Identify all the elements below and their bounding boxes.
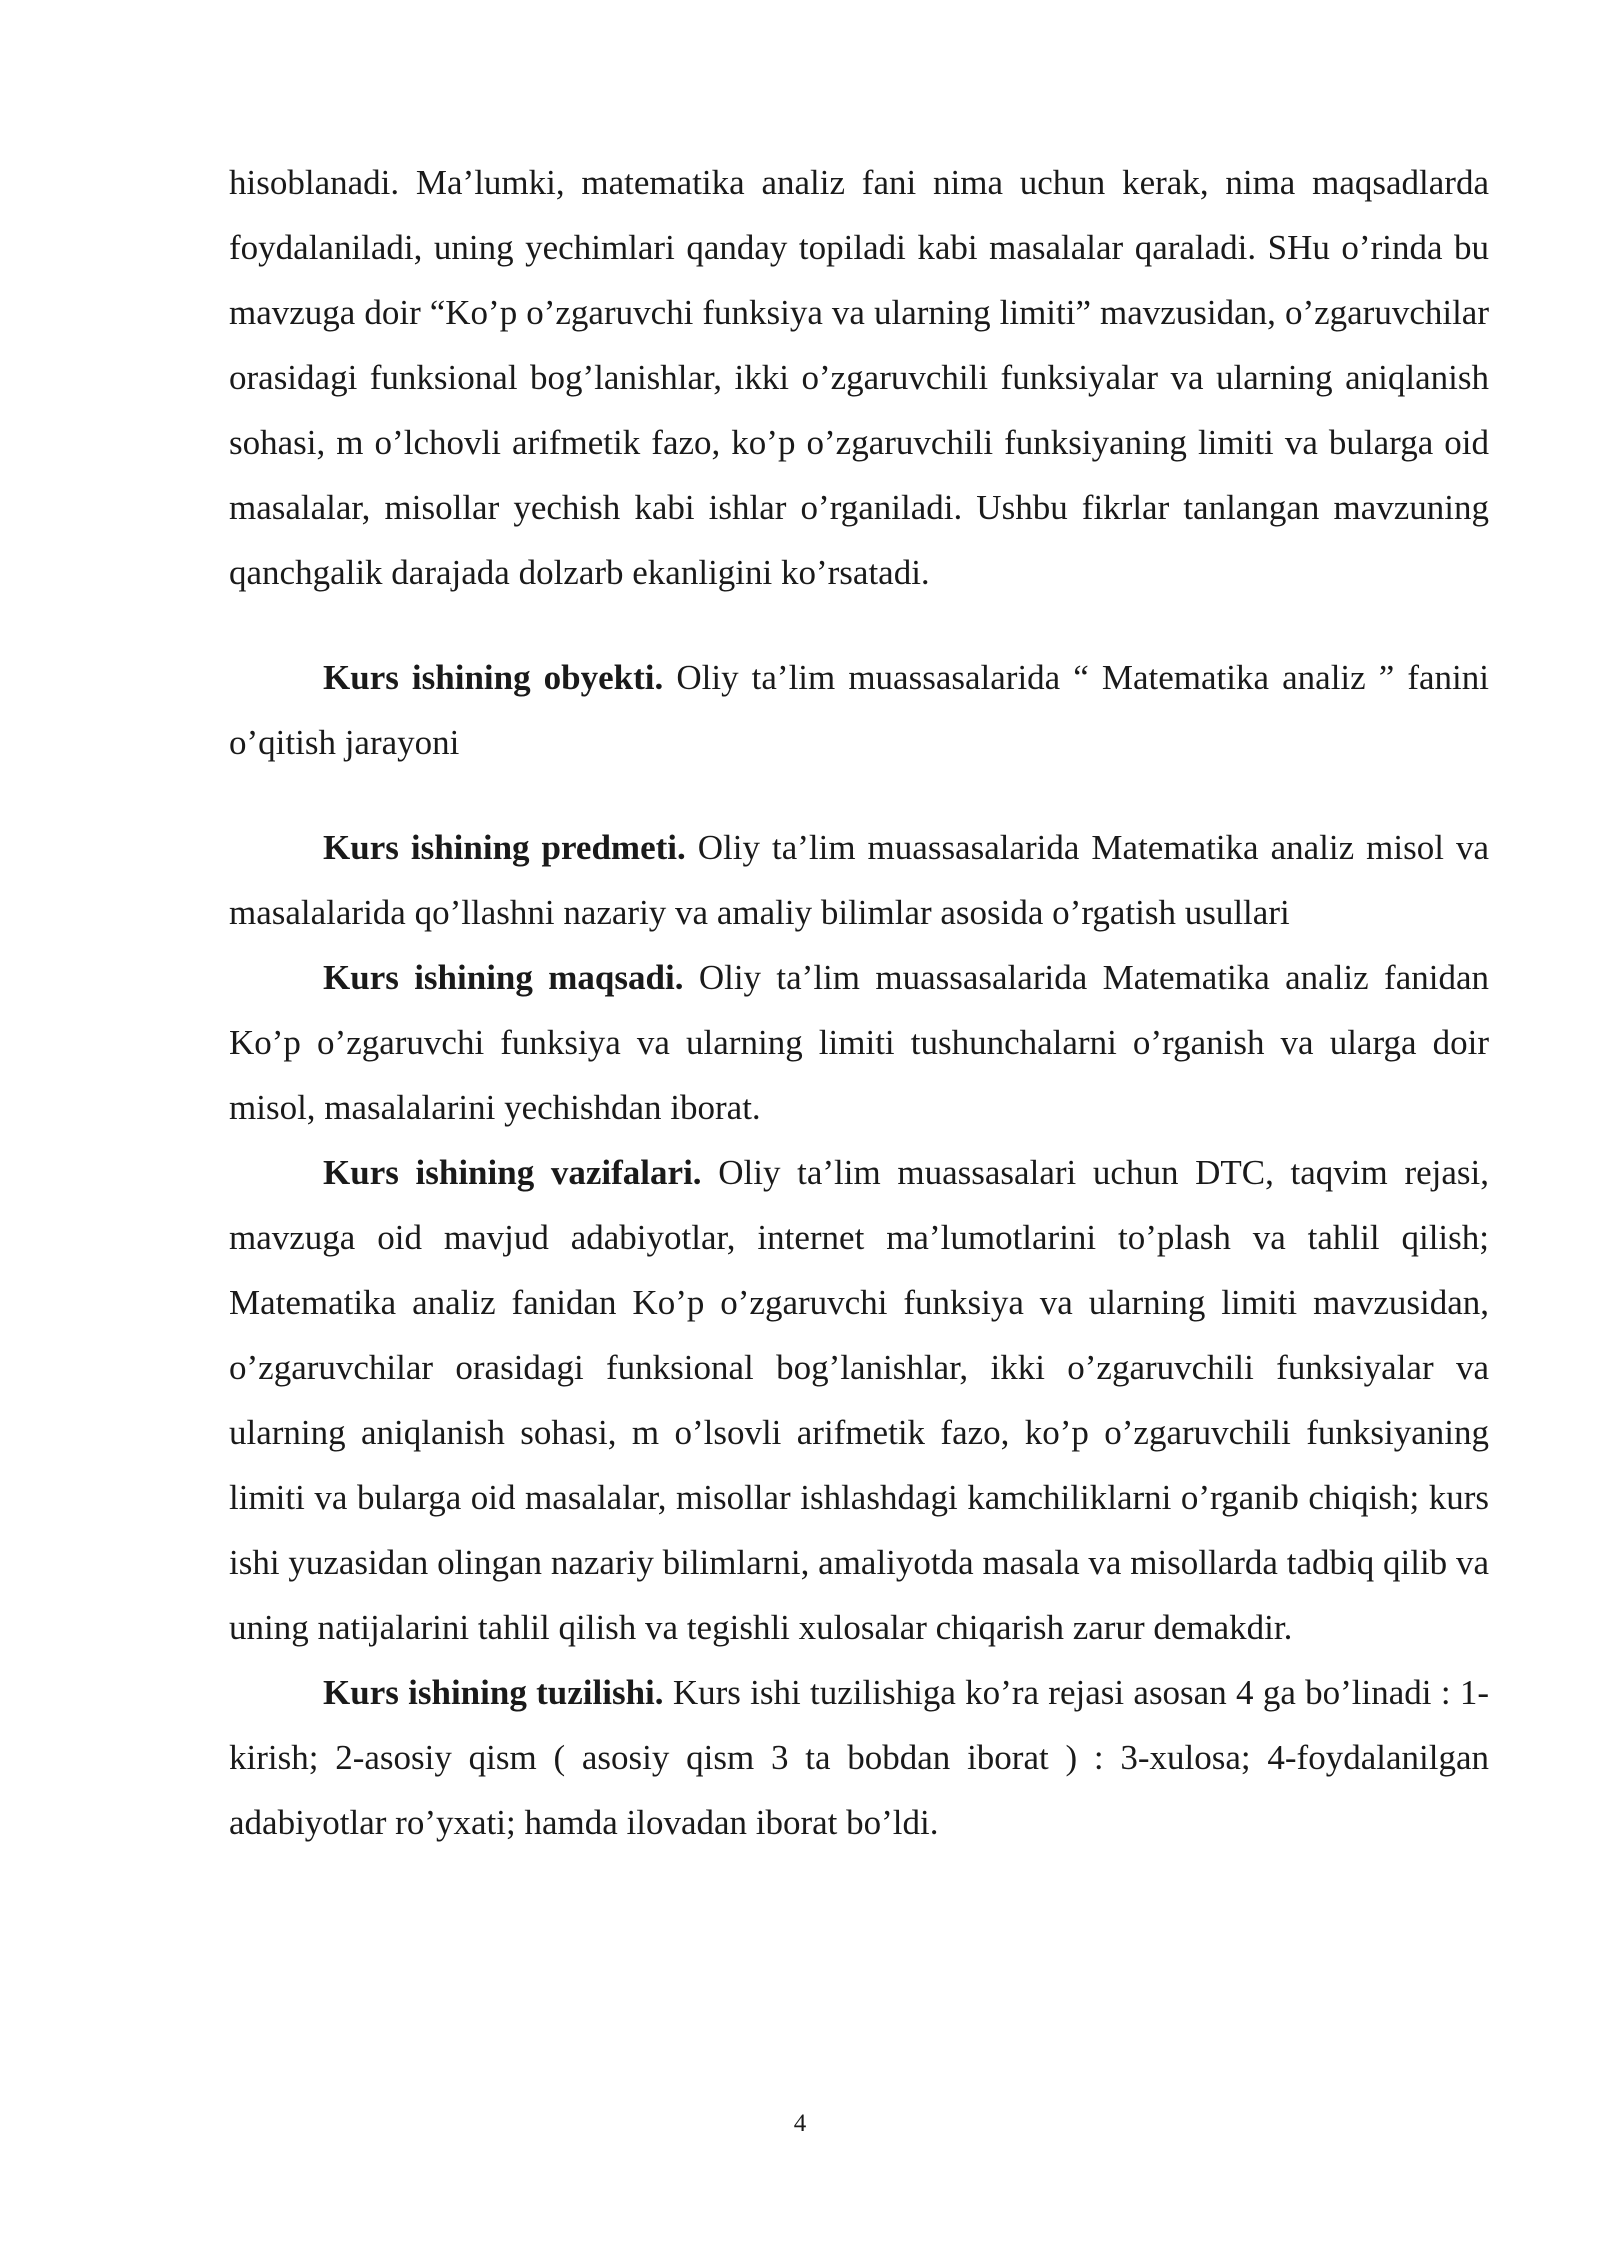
section-subject-text: Oliy ta’lim muassasalarida Matematika analiz misol va masalalarida qo’llashni nazariy va amaliy bilimlar asosida o’rgatish usullari — [229, 828, 1489, 932]
section-subject — [229, 815, 1489, 945]
section-structure-text: Kurs ishi tuzilishiga ko’ra rejasi asosan 4 ga bo’linadi : 1-kirish; 2-asosiy qism ( asosiy qism 3 ta bobdan iborat ) : 3-xulosa; 4-foydalanilgan adabiyotlar ro’yxati; hamda ilovadan iborat bo’ldi. — [229, 1673, 1489, 1842]
section-object — [229, 645, 1489, 775]
section-structure-heading: Kurs ishining tuzilishi. — [323, 1673, 664, 1712]
page-number: 4 — [793, 2110, 807, 2137]
section-object-text: Oliy ta’lim muassasalarida “ Matematika analiz ” fanini o’qitish jarayoni — [229, 658, 1489, 762]
section-structure — [229, 1660, 1489, 1855]
section-subject-heading: Kurs ishining predmeti. — [323, 828, 686, 867]
section-object-heading: Kurs ishining obyekti. — [323, 658, 664, 697]
section-goal-text: Oliy ta’lim muassasalarida Matematika analiz fanidan Ko’p o’zgaruvchi funksiya va ularning limiti tushunchalarni o’rganish va ularga doir misol, masalalarini yechishdan iborat. — [229, 958, 1489, 1127]
section-tasks-text: Oliy ta’lim muassasalari uchun DTC, taqvim rejasi, mavzuga oid mavjud adabiyotlar, internet ma’lumotlarini to’plash va tahlil qilish; Matematika analiz fanidan Ko’p o’zgaruvchi funksiya va ularning limiti mavzusidan, o’zgaruvchilar orasidagi funksional bog’lanishlar, ikki o’zgaruvchili funksiyalar va ularning aniqlanish sohasi, m o’lsovli arifmetik fazo, ko’p o’zgaruvchili funksiyaning limiti va bularga oid masalalar, misollar ishlashdagi kamchiliklarni o’rganib chiqish; kurs ishi yuzasidan olingan nazariy bilimlarni, amaliyotda masala va misollarda tadbiq qilib va uning natijalarini tahlil qilish va tegishli xulosalar chiqarish zarur demakdir. — [229, 1153, 1489, 1647]
intro-paragraph: hisoblanadi. Ma’lumki, matematika analiz fani nima uchun kerak, nima maqsadlarda foydalaniladi, uning yechimlari qanday topiladi kabi masalalar qaraladi. SHu o’rinda bu mavzuga doir “Ko’p o’zgaruvchi funksiya va ularning limiti” mavzusidan, o’zgaruvchilar orasidagi funksional bog’lanishlar, ikki o’zgaruvchili funksiyalar va ularning aniqlanish sohasi, m o’lchovli arifmetik fazo, ko’p o’zgaruvchili funksiyaning limiti va bularga oid masalalar, misollar yechish kabi ishlar o’rganiladi. Ushbu fikrlar tanlangan mavzuning qanchgalik darajada dolzarb ekanligini ko’rsatadi. — [229, 163, 1489, 592]
section-tasks-heading: Kurs ishining vazifalari. — [323, 1153, 702, 1192]
section-goal-heading: Kurs ishining maqsadi. — [323, 958, 684, 997]
section-tasks — [229, 1140, 1489, 1660]
section-goal — [229, 945, 1489, 1140]
document-page — [229, 150, 1489, 1855]
